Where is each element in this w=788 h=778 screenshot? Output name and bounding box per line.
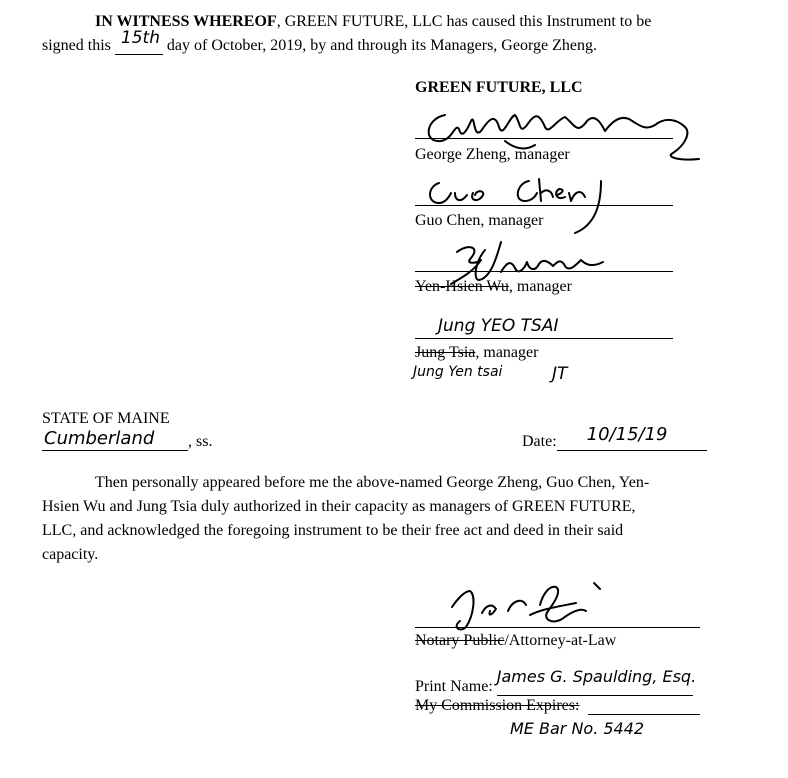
day-handwritten: 15th	[120, 28, 160, 48]
witness-day-of: day of October, 2019, by and through its Managers, George Zheng.	[166, 37, 597, 54]
notary-title-struck: Notary Public	[415, 632, 505, 649]
acknowledgment-line-2: Hsien Wu and Jung Tsia duly authorized in their capacity as managers of GREEN FUTURE,	[42, 498, 636, 515]
acknowledgment-paragraph	[42, 471, 742, 567]
date-blank	[557, 424, 707, 451]
signatory-label-4	[415, 344, 538, 362]
signature-george-zheng	[415, 105, 715, 175]
signatory-label-2: Guo Chen, manager	[415, 212, 544, 229]
signature-line-3	[415, 271, 673, 272]
signature-line-1	[415, 138, 673, 139]
signatory-label-4-struck: Jung Tsia	[415, 344, 476, 361]
witness-line-1	[95, 13, 651, 31]
signatory-label-1: George Zheng, manager	[415, 146, 570, 163]
date-label: Date:	[522, 433, 557, 450]
day-blank	[115, 28, 163, 55]
name-correction-handwritten: Jung Yen tsai	[413, 364, 503, 380]
signatory-label-3-rest: , manager	[508, 278, 572, 295]
signature-jung-tsai: Jung YEO TSAI	[438, 316, 559, 336]
print-name-handwritten: James G. Spaulding, Esq.	[496, 667, 697, 686]
county-suffix: , ss.	[188, 433, 213, 450]
state-heading: STATE OF MAINE	[42, 410, 170, 427]
county-blank	[42, 428, 188, 451]
print-name-label: Print Name:	[415, 678, 493, 695]
initials-handwritten: JT	[552, 364, 568, 384]
signatory-label-3-struck: Yen-Hsien Wu	[415, 278, 509, 295]
company-heading: GREEN FUTURE, LLC	[415, 79, 583, 96]
witness-text-a: , GREEN FUTURE, LLC has caused this Instrument to be	[276, 13, 652, 30]
notary-signature-line	[415, 627, 700, 628]
acknowledgment-line-1: Then personally appeared before me the above-named George Zheng, Guo Chen, Yen-	[95, 474, 650, 491]
acknowledgment-line-3: LLC, and acknowledged the foregoing instrument to be their free act and deed in their said	[42, 522, 624, 539]
county-line	[42, 428, 213, 451]
date-field	[522, 424, 707, 451]
acknowledgment-line-4: capacity.	[42, 546, 99, 563]
commission-field	[415, 697, 579, 715]
commission-label-struck: My Commission Expires:	[415, 697, 580, 714]
signatory-label-4-rest: , manager	[475, 344, 539, 361]
signature-line-2	[415, 205, 673, 206]
bar-number-handwritten: ME Bar No. 5442	[510, 719, 645, 738]
witness-bold-lead: IN WITNESS WHEREOF	[95, 13, 277, 30]
print-name-blank	[496, 667, 697, 696]
commission-line	[588, 714, 700, 715]
print-name-field	[415, 667, 697, 696]
date-handwritten: 10/15/19	[586, 424, 668, 445]
signatory-label-3	[415, 278, 572, 296]
county-handwritten: Cumberland	[44, 428, 155, 449]
witness-signed-this: signed this	[42, 37, 111, 54]
notary-title-rest: /Attorney-at-Law	[504, 632, 617, 649]
notary-title	[415, 632, 616, 650]
witness-line-2	[42, 28, 597, 55]
signature-line-4	[415, 338, 673, 339]
